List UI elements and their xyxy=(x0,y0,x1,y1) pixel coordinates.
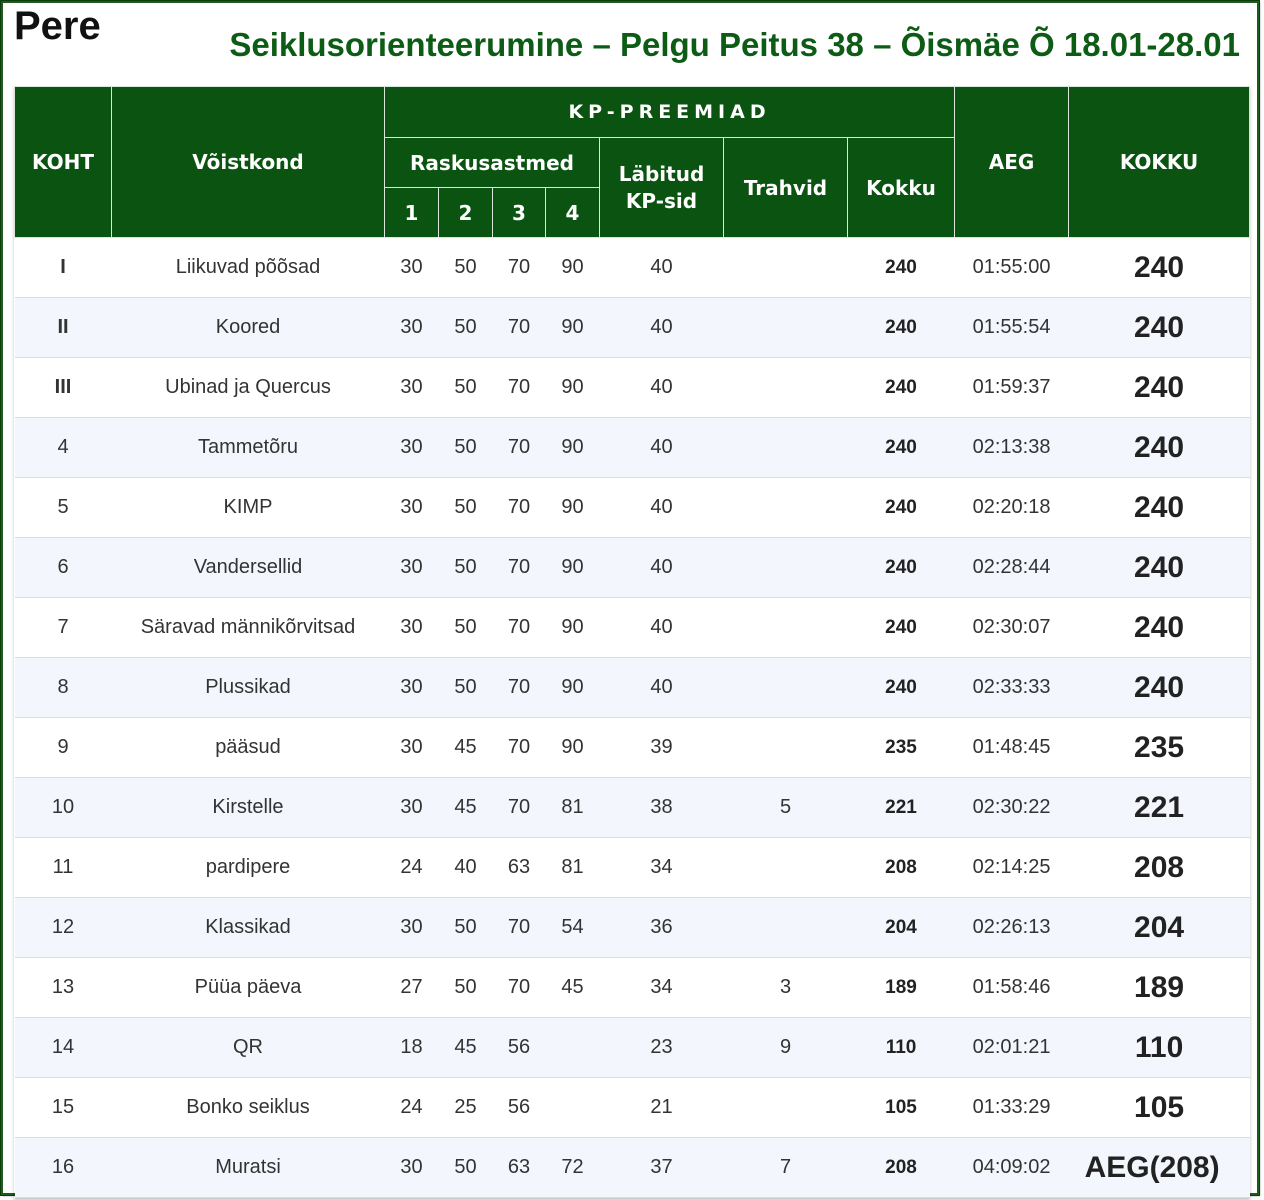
level-1-cell: 30 xyxy=(385,478,439,538)
penalty-cell xyxy=(724,238,848,298)
table-row xyxy=(15,958,1250,1018)
points-cell: 240 xyxy=(848,658,955,718)
table-header xyxy=(15,87,1250,238)
total-cell: 105 xyxy=(1069,1078,1250,1138)
time-cell: 04:09:02 xyxy=(955,1138,1069,1198)
level-2-cell: 40 xyxy=(439,838,493,898)
team-cell: QR xyxy=(112,1018,385,1078)
level-4-cell: 90 xyxy=(546,298,600,358)
level-1-cell: 30 xyxy=(385,898,439,958)
penalty-cell xyxy=(724,838,848,898)
team-cell: Säravad männikõrvitsad xyxy=(112,598,385,658)
level-1-cell: 30 xyxy=(385,598,439,658)
points-cell: 240 xyxy=(848,418,955,478)
time-cell: 02:14:25 xyxy=(955,838,1069,898)
time-cell: 01:33:29 xyxy=(955,1078,1069,1138)
page-title: Seiklusorienteerumine – Pelgu Peitus 38 – Õismäe Õ 18.01-28.01 xyxy=(229,26,1240,63)
level-3-cell: 70 xyxy=(493,658,546,718)
place-cell: 7 xyxy=(15,598,112,658)
passed-cell: 40 xyxy=(600,358,724,418)
passed-cell: 36 xyxy=(600,898,724,958)
total-cell: 221 xyxy=(1069,778,1250,838)
points-cell: 110 xyxy=(848,1018,955,1078)
table-row xyxy=(15,298,1250,358)
place-cell: 11 xyxy=(15,838,112,898)
level-4-cell: 81 xyxy=(546,838,600,898)
level-3-cell: 63 xyxy=(493,1138,546,1198)
level-3-cell: 70 xyxy=(493,238,546,298)
level-1-cell: 30 xyxy=(385,238,439,298)
total-cell: 240 xyxy=(1069,598,1250,658)
total-cell: 208 xyxy=(1069,838,1250,898)
header-level-2: 2 xyxy=(439,188,493,238)
points-cell: 208 xyxy=(848,1138,955,1198)
table-row xyxy=(15,238,1250,298)
level-3-cell: 70 xyxy=(493,538,546,598)
level-4-cell: 45 xyxy=(546,958,600,1018)
time-cell: 02:01:21 xyxy=(955,1018,1069,1078)
penalty-cell: 9 xyxy=(724,1018,848,1078)
passed-cell: 40 xyxy=(600,538,724,598)
time-cell: 01:55:00 xyxy=(955,238,1069,298)
place-cell: 13 xyxy=(15,958,112,1018)
points-cell: 240 xyxy=(848,538,955,598)
level-1-cell: 30 xyxy=(385,298,439,358)
header-level-1: 1 xyxy=(385,188,439,238)
level-1-cell: 30 xyxy=(385,658,439,718)
points-cell: 208 xyxy=(848,838,955,898)
table-row xyxy=(15,718,1250,778)
team-cell: Liikuvad põõsad xyxy=(112,238,385,298)
level-2-cell: 50 xyxy=(439,898,493,958)
header-difficulty: Raskusastmed xyxy=(385,138,600,188)
place-cell: 8 xyxy=(15,658,112,718)
table-row xyxy=(15,418,1250,478)
level-3-cell: 56 xyxy=(493,1078,546,1138)
team-cell: Klassikad xyxy=(112,898,385,958)
level-3-cell: 56 xyxy=(493,1018,546,1078)
table-row xyxy=(15,358,1250,418)
header-time: AEG xyxy=(955,87,1069,238)
level-2-cell: 50 xyxy=(439,538,493,598)
results-table xyxy=(14,86,1250,1198)
header-grand-total: KOKKU xyxy=(1069,87,1250,238)
total-cell: 240 xyxy=(1069,298,1250,358)
level-4-cell: 90 xyxy=(546,358,600,418)
team-cell: Koored xyxy=(112,298,385,358)
place-cell: II xyxy=(15,298,112,358)
level-1-cell: 30 xyxy=(385,418,439,478)
table-row xyxy=(15,598,1250,658)
level-3-cell: 70 xyxy=(493,718,546,778)
level-3-cell: 63 xyxy=(493,838,546,898)
penalty-cell xyxy=(724,298,848,358)
level-3-cell: 70 xyxy=(493,298,546,358)
level-3-cell: 70 xyxy=(493,958,546,1018)
time-cell: 01:58:46 xyxy=(955,958,1069,1018)
table-row xyxy=(15,538,1250,598)
place-cell: 14 xyxy=(15,1018,112,1078)
team-cell: Plussikad xyxy=(112,658,385,718)
level-4-cell xyxy=(546,1018,600,1078)
level-3-cell: 70 xyxy=(493,478,546,538)
level-2-cell: 50 xyxy=(439,598,493,658)
penalty-cell xyxy=(724,718,848,778)
level-3-cell: 70 xyxy=(493,598,546,658)
time-cell: 02:28:44 xyxy=(955,538,1069,598)
points-cell: 240 xyxy=(848,598,955,658)
level-4-cell: 54 xyxy=(546,898,600,958)
level-1-cell: 30 xyxy=(385,538,439,598)
time-cell: 02:20:18 xyxy=(955,478,1069,538)
passed-cell: 40 xyxy=(600,478,724,538)
time-cell: 01:59:37 xyxy=(955,358,1069,418)
points-cell: 240 xyxy=(848,478,955,538)
place-cell: 16 xyxy=(15,1138,112,1198)
total-cell: AEG(208) xyxy=(1069,1138,1250,1198)
table-row xyxy=(15,1078,1250,1138)
team-cell: Vandersellid xyxy=(112,538,385,598)
level-1-cell: 27 xyxy=(385,958,439,1018)
header-penalties: Trahvid xyxy=(724,138,848,238)
total-cell: 240 xyxy=(1069,418,1250,478)
level-4-cell: 81 xyxy=(546,778,600,838)
penalty-cell xyxy=(724,478,848,538)
passed-cell: 34 xyxy=(600,958,724,1018)
total-cell: 240 xyxy=(1069,238,1250,298)
table-row xyxy=(15,838,1250,898)
level-2-cell: 50 xyxy=(439,658,493,718)
penalty-cell: 3 xyxy=(724,958,848,1018)
level-2-cell: 50 xyxy=(439,238,493,298)
place-cell: 5 xyxy=(15,478,112,538)
passed-cell: 37 xyxy=(600,1138,724,1198)
time-cell: 02:13:38 xyxy=(955,418,1069,478)
penalty-cell xyxy=(724,1078,848,1138)
level-3-cell: 70 xyxy=(493,358,546,418)
time-cell: 02:30:22 xyxy=(955,778,1069,838)
passed-cell: 34 xyxy=(600,838,724,898)
team-cell: Bonko seiklus xyxy=(112,1078,385,1138)
team-cell: Ubinad ja Quercus xyxy=(112,358,385,418)
level-4-cell: 90 xyxy=(546,418,600,478)
level-1-cell: 30 xyxy=(385,778,439,838)
header-points-total: Kokku xyxy=(848,138,955,238)
team-cell: Tammetõru xyxy=(112,418,385,478)
team-cell: Kirstelle xyxy=(112,778,385,838)
total-cell: 240 xyxy=(1069,538,1250,598)
points-cell: 189 xyxy=(848,958,955,1018)
level-4-cell: 90 xyxy=(546,718,600,778)
level-1-cell: 30 xyxy=(385,718,439,778)
level-3-cell: 70 xyxy=(493,898,546,958)
place-cell: 15 xyxy=(15,1078,112,1138)
points-cell: 105 xyxy=(848,1078,955,1138)
level-2-cell: 45 xyxy=(439,1018,493,1078)
passed-cell: 23 xyxy=(600,1018,724,1078)
points-cell: 240 xyxy=(848,238,955,298)
place-cell: 12 xyxy=(15,898,112,958)
header-kp-prizes: KP-PREEMIAD xyxy=(385,87,955,138)
level-4-cell: 72 xyxy=(546,1138,600,1198)
level-2-cell: 50 xyxy=(439,478,493,538)
total-cell: 235 xyxy=(1069,718,1250,778)
level-1-cell: 18 xyxy=(385,1018,439,1078)
level-2-cell: 50 xyxy=(439,358,493,418)
table-row xyxy=(15,778,1250,838)
level-2-cell: 25 xyxy=(439,1078,493,1138)
level-4-cell: 90 xyxy=(546,598,600,658)
passed-cell: 40 xyxy=(600,298,724,358)
header-passed: Läbitud KP-sid xyxy=(600,138,724,238)
category-label: Pere xyxy=(14,4,101,48)
level-1-cell: 30 xyxy=(385,358,439,418)
points-cell: 240 xyxy=(848,358,955,418)
team-cell: Muratsi xyxy=(112,1138,385,1198)
level-1-cell: 24 xyxy=(385,1078,439,1138)
team-cell: Püüa päeva xyxy=(112,958,385,1018)
place-cell: I xyxy=(15,238,112,298)
points-cell: 235 xyxy=(848,718,955,778)
passed-cell: 39 xyxy=(600,718,724,778)
total-cell: 240 xyxy=(1069,478,1250,538)
level-2-cell: 50 xyxy=(439,418,493,478)
team-cell: KIMP xyxy=(112,478,385,538)
team-cell: pääsud xyxy=(112,718,385,778)
total-cell: 240 xyxy=(1069,658,1250,718)
points-cell: 204 xyxy=(848,898,955,958)
level-2-cell: 45 xyxy=(439,718,493,778)
level-2-cell: 50 xyxy=(439,1138,493,1198)
place-cell: 4 xyxy=(15,418,112,478)
time-cell: 02:26:13 xyxy=(955,898,1069,958)
header-team: Võistkond xyxy=(112,87,385,238)
header-level-4: 4 xyxy=(546,188,600,238)
penalty-cell xyxy=(724,418,848,478)
level-1-cell: 30 xyxy=(385,1138,439,1198)
level-3-cell: 70 xyxy=(493,418,546,478)
table-row xyxy=(15,478,1250,538)
passed-cell: 21 xyxy=(600,1078,724,1138)
level-3-cell: 70 xyxy=(493,778,546,838)
time-cell: 02:30:07 xyxy=(955,598,1069,658)
table-row xyxy=(15,1018,1250,1078)
time-cell: 02:33:33 xyxy=(955,658,1069,718)
level-4-cell: 90 xyxy=(546,478,600,538)
level-2-cell: 50 xyxy=(439,298,493,358)
time-cell: 01:55:54 xyxy=(955,298,1069,358)
penalty-cell xyxy=(724,658,848,718)
table-row xyxy=(15,898,1250,958)
total-cell: 240 xyxy=(1069,358,1250,418)
level-4-cell xyxy=(546,1078,600,1138)
passed-cell: 40 xyxy=(600,598,724,658)
time-cell: 01:48:45 xyxy=(955,718,1069,778)
passed-cell: 40 xyxy=(600,238,724,298)
level-2-cell: 50 xyxy=(439,958,493,1018)
points-cell: 221 xyxy=(848,778,955,838)
place-cell: 10 xyxy=(15,778,112,838)
passed-cell: 40 xyxy=(600,658,724,718)
team-cell: pardipere xyxy=(112,838,385,898)
level-1-cell: 24 xyxy=(385,838,439,898)
penalty-cell xyxy=(724,358,848,418)
level-4-cell: 90 xyxy=(546,538,600,598)
place-cell: 6 xyxy=(15,538,112,598)
place-cell: 9 xyxy=(15,718,112,778)
total-cell: 204 xyxy=(1069,898,1250,958)
penalty-cell xyxy=(724,538,848,598)
penalty-cell: 7 xyxy=(724,1138,848,1198)
table-body xyxy=(15,238,1250,1198)
level-4-cell: 90 xyxy=(546,238,600,298)
total-cell: 110 xyxy=(1069,1018,1250,1078)
penalty-cell xyxy=(724,598,848,658)
table-row xyxy=(15,658,1250,718)
header-level-3: 3 xyxy=(493,188,546,238)
passed-cell: 38 xyxy=(600,778,724,838)
penalty-cell: 5 xyxy=(724,778,848,838)
table-row xyxy=(15,1138,1250,1198)
header-place: KOHT xyxy=(15,87,112,238)
passed-cell: 40 xyxy=(600,418,724,478)
penalty-cell xyxy=(724,898,848,958)
level-4-cell: 90 xyxy=(546,658,600,718)
level-2-cell: 45 xyxy=(439,778,493,838)
total-cell: 189 xyxy=(1069,958,1250,1018)
place-cell: III xyxy=(15,358,112,418)
points-cell: 240 xyxy=(848,298,955,358)
